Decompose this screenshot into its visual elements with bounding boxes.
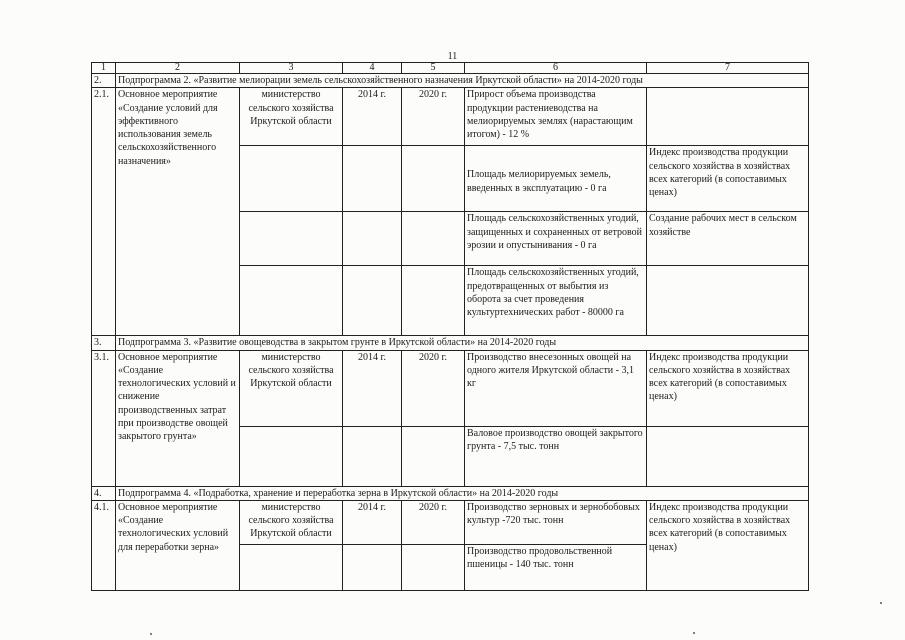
end-year-cell [402,544,465,590]
column-number-row [92,63,809,74]
indicator-cell: Производство зерновых и зернобобовых культур -720 тыс. тонн [465,500,647,544]
page-number: 11 [447,51,458,62]
end-year-cell [402,146,465,212]
executor-cell: министерство сельского хозяйства Иркутской области [240,350,343,426]
target-cell: Индекс производства продукции сельского хозяйства в хозяйствах всех категорий (в сопоставимых ценах) [647,350,809,426]
executor-cell [240,426,343,486]
table-row [92,88,809,146]
executor-cell [240,212,343,266]
activity-cell: Основное мероприятие «Создание технологических условий для переработки зерна» [116,500,240,590]
end-year-cell [402,266,465,336]
item-number: 2.1. [92,88,116,336]
section-title: Подпрограмма 4. «Подработка, хранение и переработка зерна в Иркутской области» на 2014-2020 годы [116,486,809,500]
section-title: Подпрограмма 2. «Развитие мелиорации земель сельскохозяйственного назначения Иркутской области» на 2014-2020 годы [116,74,809,88]
column-number: 2 [116,63,240,74]
activity-cell: Основное мероприятие «Создание технологических условий и снижение производственных затрат при производстве овощей закрытого грунта» [116,350,240,486]
target-cell: Индекс производства продукции сельского хозяйства в хозяйствах всех категорий (в сопоставимых ценах) [647,146,809,212]
table-row [92,500,809,544]
target-cell [647,88,809,146]
indicator-cell: Площадь сельскохозяйственных угодий, предотвращенных от выбытия из оборота за счет проведения культуртехнических работ - 80000 га [465,266,647,336]
section-title: Подпрограмма 3. «Развитие овощеводства в закрытом грунте в Иркутской области» на 2014-2020 годы [116,336,809,350]
executor-cell [240,146,343,212]
start-year-cell [343,266,402,336]
executor-cell: министерство сельского хозяйства Иркутской области [240,500,343,544]
scan-speck [693,632,695,634]
target-cell: Индекс производства продукции сельского хозяйства в хозяйствах всех категорий (в сопоставимых ценах) [647,500,809,590]
column-number: 3 [240,63,343,74]
scan-speck [150,633,152,635]
executor-cell: министерство сельского хозяйства Иркутской области [240,88,343,146]
start-year-cell: 2014 г. [343,500,402,544]
column-number: 7 [647,63,809,74]
item-number: 4.1. [92,500,116,590]
indicator-cell: Площадь сельскохозяйственных угодий, защищенных и сохраненных от ветровой эрозии и опустынивания - 0 га [465,212,647,266]
indicator-cell: Валовое производство овощей закрытого грунта - 7,5 тыс. тонн [465,426,647,486]
start-year-cell: 2014 г. [343,88,402,146]
executor-cell [240,266,343,336]
section-row [92,74,809,88]
scan-speck [880,602,882,604]
indicator-cell: Производство продовольственной пшеницы - 140 тыс. тонн [465,544,647,590]
indicator-cell: Прирост объема производства продукции растениеводства на мелиорируемых землях (нарастающим итогом) - 12 % [465,88,647,146]
column-number: 6 [465,63,647,74]
item-number: 3.1. [92,350,116,486]
target-cell [647,266,809,336]
target-cell [647,426,809,486]
start-year-cell [343,426,402,486]
end-year-cell: 2020 г. [402,350,465,426]
section-row [92,336,809,350]
end-year-cell: 2020 г. [402,500,465,544]
start-year-cell [343,146,402,212]
program-table [91,62,809,591]
section-row [92,486,809,500]
column-number: 5 [402,63,465,74]
target-cell: Создание рабочих мест в сельском хозяйстве [647,212,809,266]
activity-cell: Основное мероприятие «Создание условий для эффективного использования земель сельскохозяйственного назначения» [116,88,240,336]
column-number: 4 [343,63,402,74]
indicator-cell: Площадь мелиорируемых земель, введенных в эксплуатацию - 0 га [465,146,647,212]
start-year-cell [343,212,402,266]
column-number: 1 [92,63,116,74]
section-number: 4. [92,486,116,500]
section-number: 3. [92,336,116,350]
executor-cell [240,544,343,590]
end-year-cell: 2020 г. [402,88,465,146]
section-number: 2. [92,74,116,88]
start-year-cell [343,544,402,590]
end-year-cell [402,212,465,266]
end-year-cell [402,426,465,486]
start-year-cell: 2014 г. [343,350,402,426]
indicator-cell: Производство внесезонных овощей на одного жителя Иркутской области - 3,1 кг [465,350,647,426]
table-row [92,350,809,426]
